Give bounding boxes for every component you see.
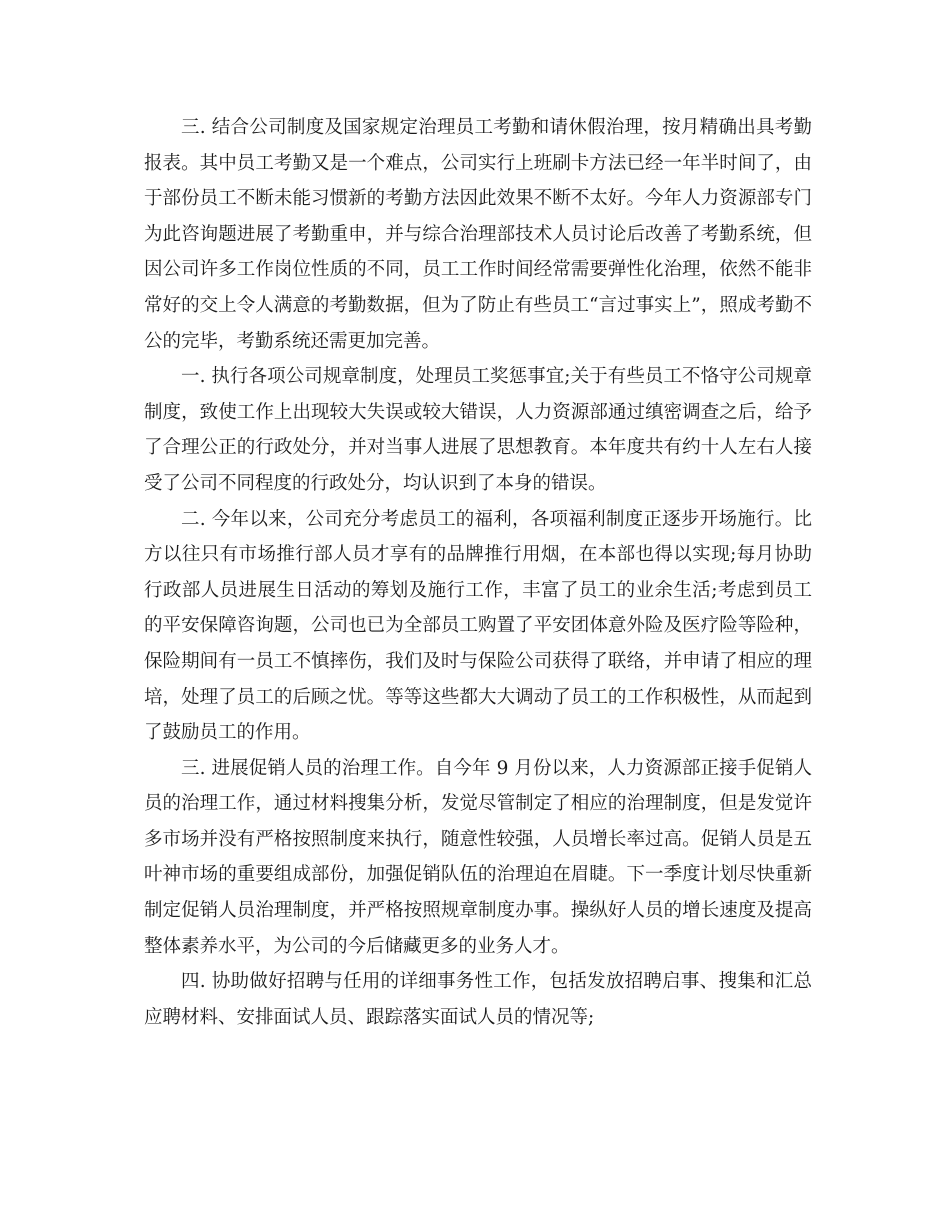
paragraph-promoter-management: 三. 进展促销人员的治理工作。自今年 9 月份以来，人力资源部正接手促销人员的治理工作，通过材料搜集分析，发觉尽管制定了相应的治理制度，但是发觉许多市场并没有严格按照制度来执行，随意性较强，人员增长率过高。促销人员是五叶神市场的重要组成部份，加强促销队伍的治理迫在眉睫。下一季度计划尽快重新制定促销人员治理制度，并严格按照规章制度办事。操纵好人员的增长速度及提高整体素养水平，为公司的今后储藏更多的业务人才。	[144, 757, 812, 957]
document-body	[144, 110, 812, 1035]
paragraph-attendance: 三. 结合公司制度及国家规定治理员工考勤和请休假治理，按月精确出具考勤报表。其中员工考勤又是一个难点，公司实行上班刷卡方法已经一年半时间了，由于部份员工不断未能习惯新的考勤方法因此效果不断不太好。今年人力资源部专门为此咨询题进展了考勤重申，并与综合治理部技术人员讨论后改善了考勤系统，但因公司许多工作岗位性质的不同，员工工作时间经常需要弹性化治理，依然不能非常好的交上令人满意的考勤数据，但为了防止有些员工“言过事实上”，照成考勤不公的完毕，考勤系统还需更加完善。	[144, 117, 812, 352]
paragraph-recruitment: 四. 协助做好招聘与任用的详细事务性工作，包括发放招聘启事、搜集和汇总应聘材料、安排面试人员、跟踪落实面试人员的情况等;	[144, 971, 812, 1028]
paragraph-rules-discipline: 一. 执行各项公司规章制度，处理员工奖惩事宜;关于有些员工不恪守公司规章制度，致使工作上出现较大失误或较大错误，人力资源部通过缜密调查之后，给予了合理公正的行政处分，并对当事人进展了思想教育。本年度共有约十人左右人接受了公司不同程度的行政处分，均认识到了本身的错误。	[144, 366, 812, 494]
paragraph-welfare: 二. 今年以来，公司充分考虑员工的福利，各项福利制度正逐步开场施行。比方以往只有市场推行部人员才享有的品牌推行用烟，在本部也得以实现;每月协助行政部人员进展生日活动的筹划及施行工作，丰富了员工的业余生活;考虑到员工的平安保障咨询题，公司也已为全部员工购置了平安团体意外险及医疗险等险种，保险期间有一员工不慎摔伤，我们及时与保险公司获得了联络，并申请了相应的理培，处理了员工的后顾之忧。等等这些都大大调动了员工的工作积极性，从而起到了鼓励员工的作用。	[144, 508, 812, 744]
